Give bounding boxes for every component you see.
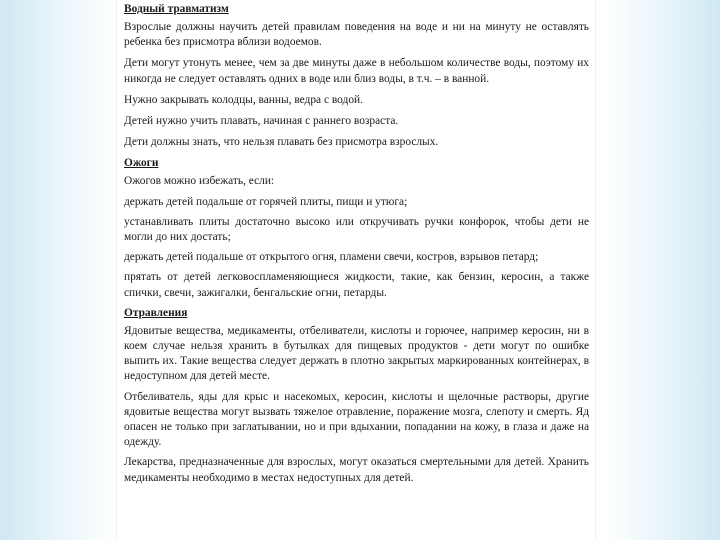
section-heading: Ожоги bbox=[124, 157, 159, 170]
paragraph: держать детей подальше от горячей плиты, пищи и утюга; bbox=[124, 195, 408, 208]
section-poisoning bbox=[124, 306, 589, 486]
paragraph: Ожогов можно избежать, если: bbox=[124, 175, 275, 188]
paragraph: Взрослые должны научить детей правилам поведения на воде и ни на минуту не оставлять ребенка без присмотра вблизи водоемов. bbox=[124, 21, 589, 49]
document-body bbox=[124, 2, 589, 491]
paragraph: Ядовитые вещества, медикаменты, отбеливатели, кислоты и горючее, например керосин, ни в коем случае нельзя хранить в бутылках для пищевых продуктов - дети могут по ошибке выпить их. Такие вещества следует держать в плотно закрытых маркированных контейнерах, в недоступном для детей месте. bbox=[124, 324, 589, 383]
paragraph: держать детей подальше от открытого огня, пламени свечи, костров, взрывов петард; bbox=[124, 251, 539, 264]
paragraph: Лекарства, предназначенные для взрослых, могут оказаться смертельными для детей. Хранить медикаменты необходимо в местах недоступных для детей. bbox=[124, 456, 589, 484]
slide-frame-left bbox=[8, 4, 10, 536]
section-heading: Отравления bbox=[124, 306, 188, 319]
paragraph: Отбеливатель, яды для крыс и насекомых, керосин, кислоты и щелочные растворы, другие ядовитые вещества могут вызвать тяжелое отравление, поражение мозга, слепоту и смерть. Яд опасен не только при заглатывании, но и при вдыхании, попадании на кожу, в глаза и даже на одежду. bbox=[124, 390, 589, 449]
slide-frame-right bbox=[710, 4, 712, 536]
paragraph: Детей нужно учить плавать, начиная с раннего возраста. bbox=[124, 115, 399, 128]
document-page bbox=[117, 0, 595, 540]
paragraph: прятать от детей легковоспламеняющиеся жидкости, такие, как бензин, керосин, а также спички, свечи, зажигалки, бенгальские огни, петарды. bbox=[124, 271, 589, 299]
section-burns bbox=[124, 156, 589, 300]
paragraph: Дети могут утонуть менее, чем за две минуты даже в небольшом количестве воды, поэтому их никогда не следует оставлять одних в воде или близ воды, в т.ч. – в ванной. bbox=[124, 57, 589, 85]
paragraph: Нужно закрывать колодцы, ванны, ведра с водой. bbox=[124, 93, 363, 106]
section-water-injuries bbox=[124, 2, 589, 150]
paragraph: Дети должны знать, что нельзя плавать без присмотра взрослых. bbox=[124, 136, 439, 149]
paragraph: устанавливать плиты достаточно высоко или откручивать ручки конфорок, чтобы дети не могли до них достать; bbox=[124, 215, 589, 244]
section-heading: Водный травматизм bbox=[124, 3, 229, 15]
